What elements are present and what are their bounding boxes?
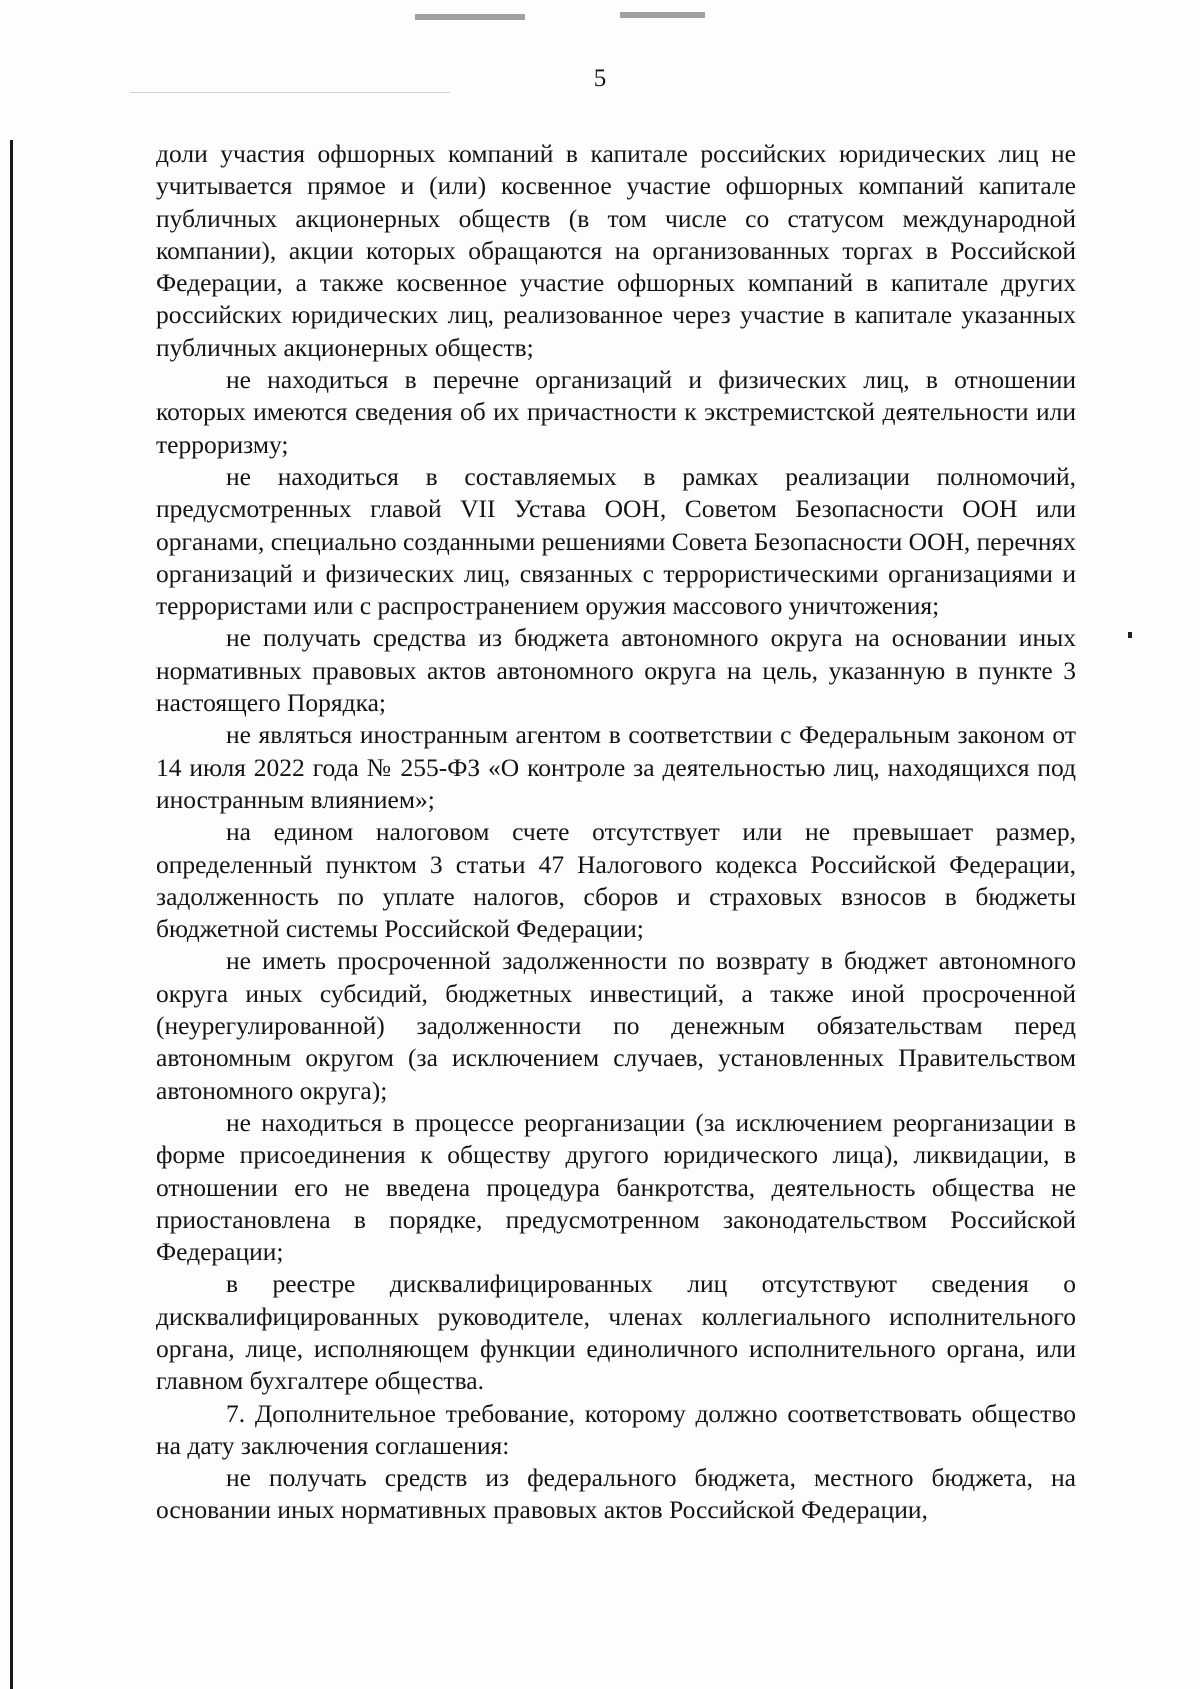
scan-noise-top-right [620,12,705,18]
paragraph-un-lists: не находиться в составляемых в рамках реализации полномочий, предусмотренных главой VII Устава ООН, Советом Безопасности ООН или органами, специально созданными решениями Совета Безопасности ООН, перечнях организаций и физических лиц, связанных с террористическими организациями и террористами или с распространением оружия массового уничтожения; [156,461,1076,621]
paragraph-foreign-agent: не являться иностранным агентом в соответствии с Федеральным законом от 14 июля 2022 года № 255-ФЗ «О контроле за деятельностью лиц, находящихся под иностранным влиянием»; [156,720,1076,814]
paragraph-budget-funds: не получать средства из бюджета автономного округа на основании иных нормативных правовых актов автономного округа на цель, указанную в пункте 3 настоящего Порядка; [156,623,1076,718]
paragraph-extremism-list: не находиться в перечне организаций и физических лиц, в отношении которых имеются сведения об их причастности к экстремистской деятельности или терроризму; [156,365,1076,459]
document-body [156,138,1076,1527]
scan-side-mark [1128,632,1132,638]
paragraph-tax-account: на едином налоговом счете отсутствует или не превышает размер, определенный пунктом 3 статьи 47 Налогового кодекса Российской Федерации, задолженность по уплате налогов, сборов и страховых взносов в бюджеты бюджетной системы Российской Федерации; [156,817,1076,944]
paragraph-reorganization: не находиться в процессе реорганизации (за исключением реорганизации в форме присоединения к обществу другого юридического лица), ликвидации, в отношении его не введена процедура банкротства, деятельность общества не приостановлена в порядке, предусмотренном законодательством Российской Федерации; [156,1107,1076,1267]
paragraph-federal-budget: не получать средств из федерального бюджета, местного бюджета, на основании иных нормативных правовых актов Российской Федерации, [156,1463,1076,1525]
scan-left-edge-line [10,140,13,1689]
paragraph-disqualified-register: в реестре дисквалифицированных лиц отсутствуют сведения о дисквалифицированных руководителе, членах коллегиального исполнительного органа, лице, исполняющем функции единоличного исполнительного органа, или главном бухгалтере общества. [156,1269,1076,1396]
paragraph-offshore-participation: доли участия офшорных компаний в капитале российских юридических лиц не учитывается прямое и (или) косвенное участие офшорных компаний капитале публичных акционерных обществ (в том числе со статусом международной компании), акции которых обращаются на организованных торгах в Российской Федерации, а также косвенное участие офшорных компаний в капитале других российских юридических лиц, реализованное через участие в капитале указанных публичных акционерных обществ; [156,139,1076,362]
paragraph-overdue-debt: не иметь просроченной задолженности по возврату в бюджет автономного округа иных субсидий, бюджетных инвестиций, а также иной просроченной (неурегулированной) задолженности по денежным обязательствам перед автономным округом (за исключением случаев, установленных Правительством автономного округа); [156,946,1076,1105]
paragraph-additional-requirement: 7. Дополнительное требование, которому должно соответствовать общество на дату заключения соглашения: [156,1398,1076,1460]
scan-noise-top-left [415,14,525,20]
page-number: 5 [593,65,607,92]
